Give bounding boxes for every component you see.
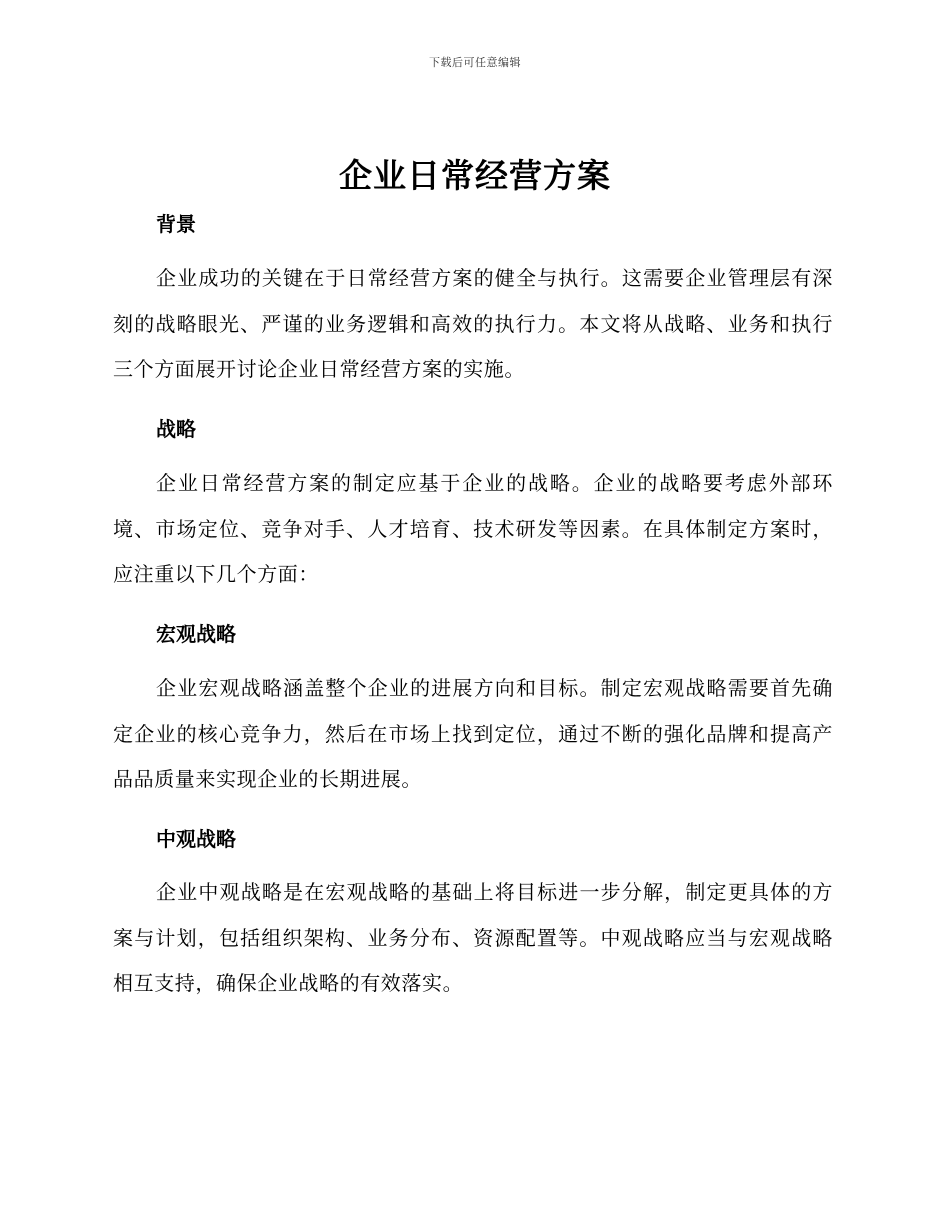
section-heading-strategy: 战略: [156, 417, 196, 441]
section-paragraph-background: 企业成功的关键在于日常经营方案的健全与执行。这需要企业管理层有深刻的战略眼光、严谨的业务逻辑和高效的执行力。本文将从战略、业务和执行三个方面展开讨论企业日常经营方案的实施。: [113, 266, 833, 381]
header-note: 下载后可任意编辑: [429, 56, 521, 69]
document-title: 企业日常经营方案: [339, 156, 611, 195]
section-heading-background: 背景: [156, 212, 196, 236]
section-heading-macro-strategy: 宏观战略: [156, 622, 236, 646]
section-paragraph-meso-strategy: 企业中观战略是在宏观战略的基础上将目标进一步分解，制定更具体的方案与计划，包括组织架构、业务分布、资源配置等。中观战略应当与宏观战略相互支持，确保企业战略的有效落实。: [113, 880, 833, 995]
section-paragraph-macro-strategy: 企业宏观战略涵盖整个企业的进展方向和目标。制定宏观战略需要首先确定企业的核心竞争力，然后在市场上找到定位，通过不断的强化品牌和提高产品品质量来实现企业的长期进展。: [113, 676, 833, 791]
section-heading-meso-strategy: 中观战略: [156, 827, 236, 851]
section-paragraph-strategy: 企业日常经营方案的制定应基于企业的战略。企业的战略要考虑外部环境、市场定位、竞争对手、人才培育、技术研发等因素。在具体制定方案时，应注重以下几个方面：: [113, 471, 833, 586]
